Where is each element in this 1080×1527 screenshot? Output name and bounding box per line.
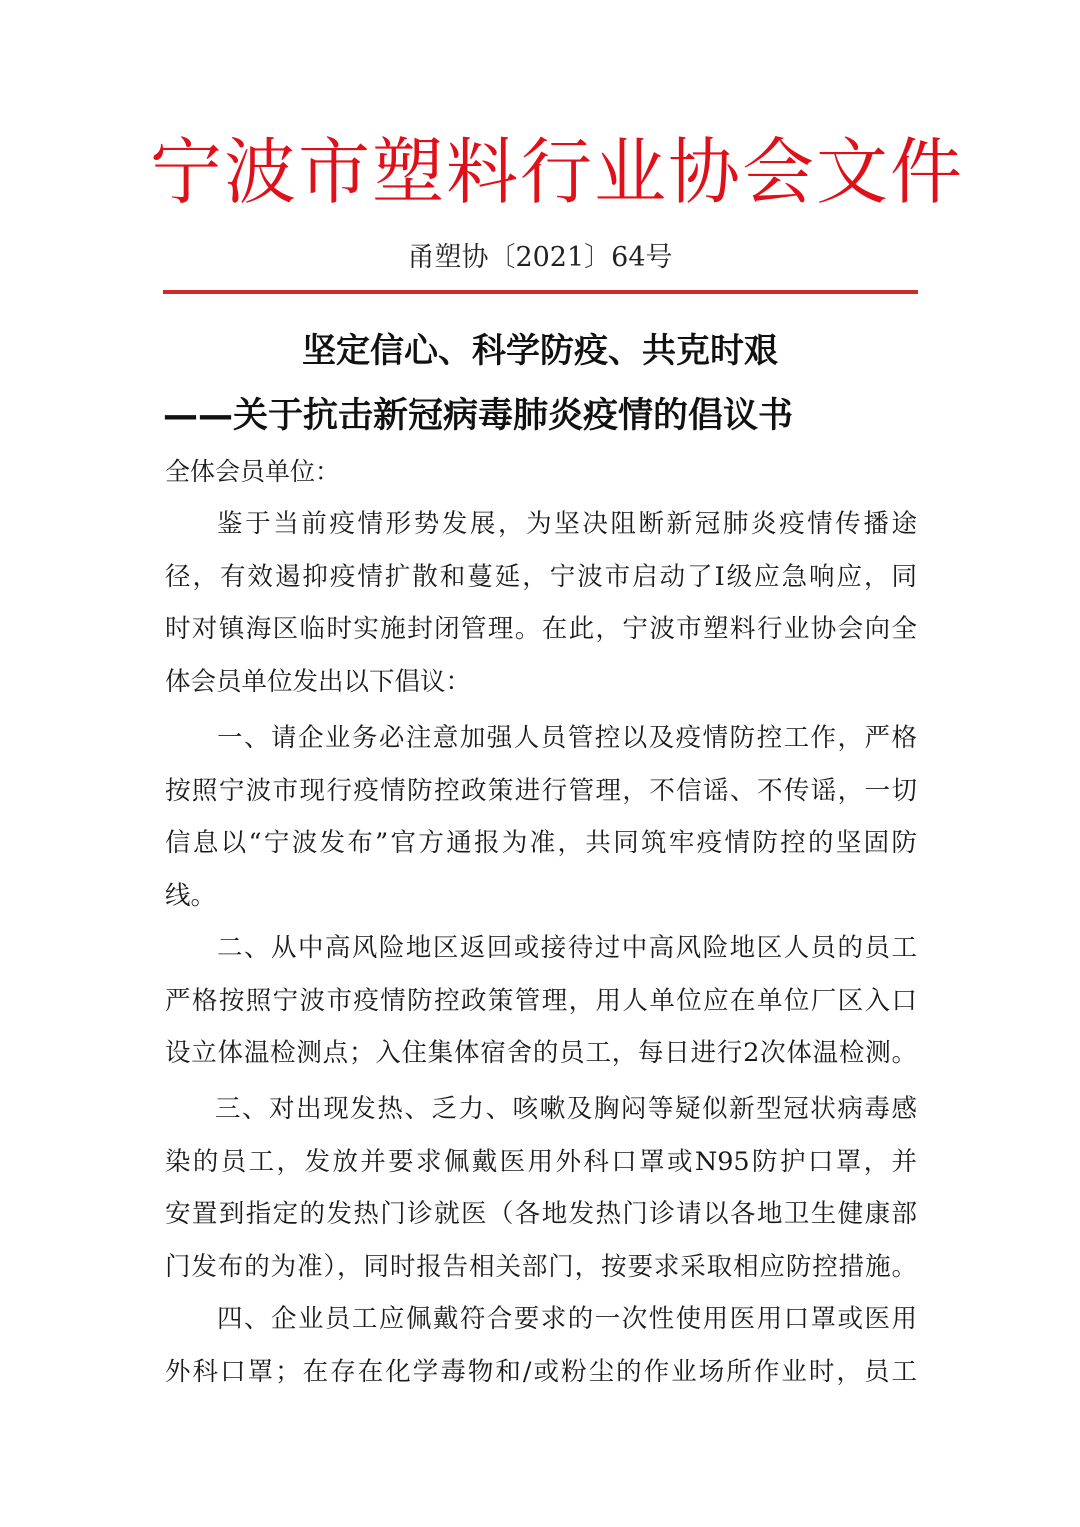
paragraph-item-2 bbox=[165, 922, 917, 1080]
paragraph-line: 严格按照宁波市疫情防控政策管理，用人单位应在单位厂区入口 bbox=[165, 985, 917, 1016]
paragraph-line: 一、请企业务必注意加强人员管控以及疫情防控工作，严格 bbox=[217, 723, 917, 753]
paragraph-line: 信息以“宁波发布”官方通报为准，共同筑牢疫情防控的坚固防 bbox=[165, 828, 917, 858]
paragraph-item-4 bbox=[165, 1293, 917, 1398]
document-number: 甬塑协〔2021〕64号 bbox=[407, 242, 673, 273]
paragraph-line: 按照宁波市现行疫情防控政策进行管理，不信谣、不传谣，一切 bbox=[165, 775, 917, 806]
paragraph-item-3 bbox=[165, 1083, 917, 1293]
paragraph-line: 线。 bbox=[165, 880, 217, 911]
paragraph-intro bbox=[165, 498, 917, 708]
paragraph-line: 染的员工，发放并要求佩戴医用外科口罩或N95防护口罩，并 bbox=[165, 1146, 917, 1177]
paragraph-line: 径，有效遏抑疫情扩散和蔓延，宁波市启动了I级应急响应，同 bbox=[165, 561, 917, 592]
paragraph-line: 二、从中高风险地区返回或接待过中高风险地区人员的员工 bbox=[217, 933, 917, 963]
paragraph-line: 四、企业员工应佩戴符合要求的一次性使用医用口罩或医用 bbox=[217, 1304, 917, 1334]
document-heading-main: 坚定信心、科学防疫、共克时艰 bbox=[302, 331, 778, 371]
red-divider bbox=[163, 290, 918, 294]
issuer-title: 宁波市塑料行业协会文件 bbox=[150, 130, 965, 214]
salutation: 全体会员单位： bbox=[165, 457, 341, 486]
paragraph-line: 外科口罩；在存在化学毒物和/或粉尘的作业场所作业时，员工 bbox=[165, 1356, 917, 1387]
paragraph-item-1 bbox=[165, 712, 917, 922]
paragraph-line: 鉴于当前疫情形势发展，为坚决阻断新冠肺炎疫情传播途 bbox=[217, 509, 917, 539]
paragraph-line: 安置到指定的发热门诊就医（各地发热门诊请以各地卫生健康部 bbox=[165, 1199, 917, 1229]
document-heading-subtitle: ——关于抗击新冠病毒肺炎疫情的倡议书 bbox=[163, 396, 794, 436]
paragraph-line: 体会员单位发出以下倡议： bbox=[165, 666, 472, 697]
paragraph-line: 设立体温检测点；入住集体宿舍的员工，每日进行2次体温检测。 bbox=[165, 1038, 917, 1068]
paragraph-line: 门发布的为准），同时报告相关部门，按要求采取相应防控措施。 bbox=[165, 1251, 917, 1282]
paragraph-line: 三、对出现发热、乏力、咳嗽及胸闷等疑似新型冠状病毒感 bbox=[215, 1094, 917, 1124]
paragraph-line: 时对镇海区临时实施封闭管理。在此，宁波市塑料行业协会向全 bbox=[165, 614, 917, 644]
